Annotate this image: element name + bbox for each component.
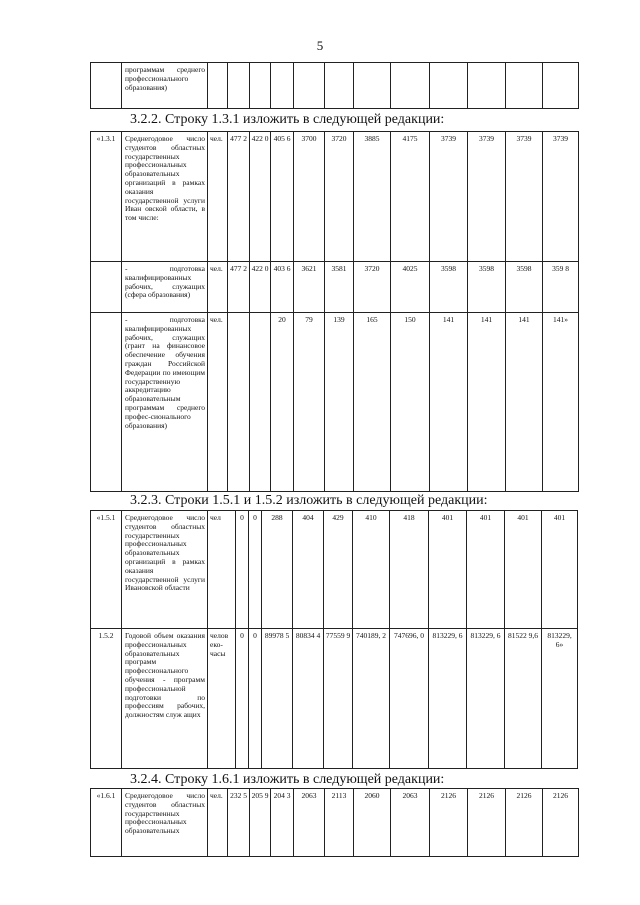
value-cell: 0 bbox=[236, 629, 249, 769]
value-cell: 3720 bbox=[325, 132, 354, 262]
row-code: 1.5.2 bbox=[91, 629, 122, 769]
value-cell: 403 6 bbox=[271, 262, 294, 313]
value-cell: 0 bbox=[236, 511, 249, 629]
value-cell: 3598 bbox=[506, 262, 543, 313]
row-code: «1.3.1 bbox=[91, 132, 122, 262]
row-unit: чел bbox=[208, 511, 236, 629]
value-cell: 740189, 2 bbox=[353, 629, 390, 769]
value-cell: 3598 bbox=[430, 262, 468, 313]
value-cell: 165 bbox=[354, 313, 391, 492]
row-description: Среднегодовое число студентов областных государственных профессиональных образовательных bbox=[122, 789, 208, 857]
value-cell: 401 bbox=[429, 511, 467, 629]
value-cell: 141 bbox=[468, 313, 506, 492]
value-cell: 405 6 bbox=[271, 132, 294, 262]
page-number: 5 bbox=[316, 38, 324, 53]
value-cell: 3621 bbox=[294, 262, 325, 313]
value-cell: 20 bbox=[271, 313, 294, 492]
section-heading: 3.2.2. Строку 1.3.1 изложить в следующей редакции: bbox=[130, 112, 445, 127]
table-row bbox=[91, 313, 579, 492]
value-cell: 2060 bbox=[354, 789, 391, 857]
row-description: Среднегодовое число студентов областных государственных профессиональных образовательных организаций в рамках оказания государственной услуги Ивановской области bbox=[122, 511, 208, 629]
table-row bbox=[91, 262, 579, 313]
value-cell: 288 bbox=[262, 511, 293, 629]
row-code bbox=[91, 262, 122, 313]
value-cell: 410 bbox=[353, 511, 390, 629]
value-cell: 4025 bbox=[391, 262, 430, 313]
value-cell: 429 bbox=[324, 511, 353, 629]
row-code: «1.5.1 bbox=[91, 511, 122, 629]
value-cell: 2126 bbox=[543, 789, 579, 857]
value-cell: 3885 bbox=[354, 132, 391, 262]
row-description: - подготовка квалифицированных рабочих, служащих (грант на финансовое обеспечение обучения граждан Российской Федерации по имеющим государственную аккредитацию образовательным программам среднего профес-сионального образования) bbox=[122, 313, 208, 492]
value-cell: 141» bbox=[543, 313, 579, 492]
value-cell: 2113 bbox=[325, 789, 354, 857]
table-section-3 bbox=[90, 788, 579, 857]
section-heading: 3.2.3. Строки 1.5.1 и 1.5.2 изложить в следующей редакции: bbox=[130, 493, 488, 508]
row-description: программам среднего профессионального образования) bbox=[122, 63, 208, 109]
row-description: Годовой объем оказания профессиональных образовательных программ профессионального обучения - программ профессиональной подготовки по профессиям рабочих, должностям служ ащих bbox=[122, 629, 208, 769]
value-cell: 141 bbox=[506, 313, 543, 492]
value-cell: 401 bbox=[467, 511, 505, 629]
value-cell: 3598 bbox=[468, 262, 506, 313]
value-cell: 422 0 bbox=[250, 132, 271, 262]
value-cell: 141 bbox=[430, 313, 468, 492]
value-cell: 139 bbox=[325, 313, 354, 492]
value-cell: 813229, 6» bbox=[542, 629, 578, 769]
value-cell: 2063 bbox=[391, 789, 430, 857]
value-cell: 80834 4 bbox=[293, 629, 324, 769]
value-cell: 359 8 bbox=[543, 262, 579, 313]
table-row bbox=[91, 629, 578, 769]
table-row bbox=[91, 63, 579, 109]
value-cell: 401 bbox=[505, 511, 542, 629]
section-heading: 3.2.4. Строку 1.6.1 изложить в следующей редакции: bbox=[130, 772, 445, 787]
value-cell: 0 bbox=[249, 629, 262, 769]
value-cell: 204 3 bbox=[271, 789, 294, 857]
value-cell: 747696, 0 bbox=[390, 629, 429, 769]
value-cell: 3739 bbox=[468, 132, 506, 262]
value-cell bbox=[228, 313, 250, 492]
value-cell: 79 bbox=[294, 313, 325, 492]
value-cell: 3739 bbox=[430, 132, 468, 262]
row-code bbox=[91, 313, 122, 492]
value-cell: 813229, 6 bbox=[467, 629, 505, 769]
value-cell: 2063 bbox=[294, 789, 325, 857]
table-top-fragment bbox=[90, 62, 579, 109]
value-cell: 418 bbox=[390, 511, 429, 629]
value-cell: 404 bbox=[293, 511, 324, 629]
value-cell: 3581 bbox=[325, 262, 354, 313]
value-cell: 232 5 bbox=[228, 789, 250, 857]
row-code: «1.6.1 bbox=[91, 789, 122, 857]
value-cell: 81522 9,6 bbox=[505, 629, 542, 769]
table-section-2 bbox=[90, 510, 578, 769]
value-cell: 3720 bbox=[354, 262, 391, 313]
value-cell: 77559 9 bbox=[324, 629, 353, 769]
value-cell: 2126 bbox=[430, 789, 468, 857]
row-unit: челов еко-часы bbox=[208, 629, 236, 769]
value-cell bbox=[250, 313, 271, 492]
row-description: - подготовка квалифицированных рабочих, служащих (сфера образования) bbox=[122, 262, 208, 313]
row-unit: чел. bbox=[208, 262, 228, 313]
value-cell: 2126 bbox=[468, 789, 506, 857]
row-unit: чел. bbox=[208, 132, 228, 262]
value-cell: 813229, 6 bbox=[429, 629, 467, 769]
value-cell: 4175 bbox=[391, 132, 430, 262]
value-cell: 89978 5 bbox=[262, 629, 293, 769]
row-unit: чел. bbox=[208, 313, 228, 492]
value-cell: 422 0 bbox=[250, 262, 271, 313]
table-section-1 bbox=[90, 131, 579, 492]
value-cell: 2126 bbox=[506, 789, 543, 857]
table-row bbox=[91, 511, 578, 629]
value-cell: 401 bbox=[542, 511, 578, 629]
value-cell: 150 bbox=[391, 313, 430, 492]
value-cell: 0 bbox=[249, 511, 262, 629]
row-description: Среднегодовое число студентов областных государственных профессиональных образовательных организаций в рамках оказания государственной услуги Иван овской области, в том числе: bbox=[122, 132, 208, 262]
value-cell: 477 2 bbox=[228, 132, 250, 262]
value-cell: 477 2 bbox=[228, 262, 250, 313]
value-cell: 205 9 bbox=[250, 789, 271, 857]
value-cell: 3739 bbox=[506, 132, 543, 262]
row-unit: чел. bbox=[208, 789, 228, 857]
table-row bbox=[91, 789, 579, 857]
value-cell: 3700 bbox=[294, 132, 325, 262]
value-cell: 3739 bbox=[543, 132, 579, 262]
table-row bbox=[91, 132, 579, 262]
